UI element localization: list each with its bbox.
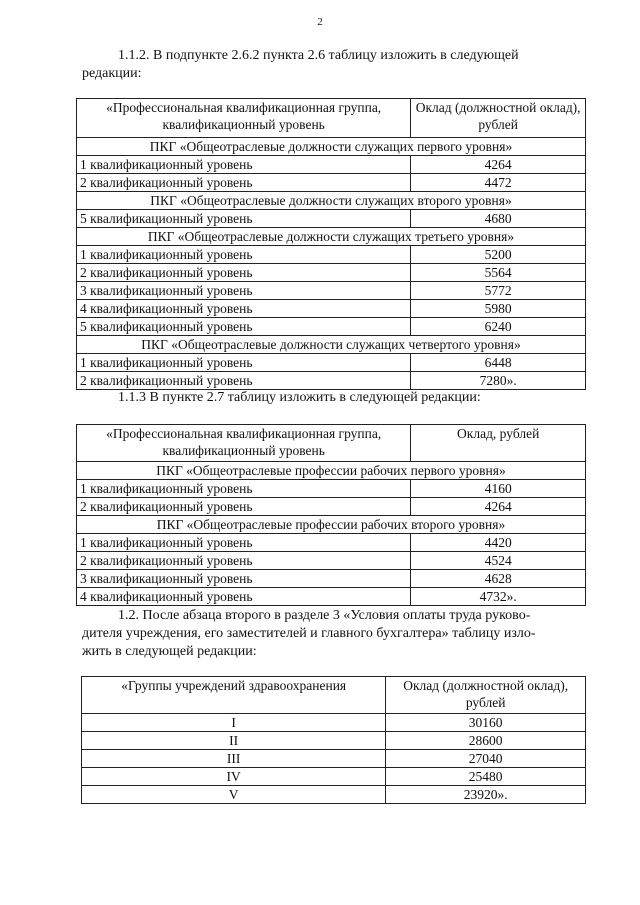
table-row bbox=[82, 714, 586, 732]
row-value: 27040 bbox=[386, 750, 586, 768]
table-header-row bbox=[82, 677, 586, 714]
row-label: IV bbox=[82, 768, 386, 786]
group-title: ПКГ «Общеотраслевые должности служащих третьего уровня» bbox=[77, 228, 586, 246]
page-number: 2 bbox=[317, 16, 323, 28]
table-row bbox=[77, 498, 586, 516]
row-label: 2 квалификационный уровень bbox=[77, 372, 411, 390]
table-row bbox=[77, 282, 586, 300]
paragraph-line: дителя учреждения, его заместителей и главного бухгалтера» таблицу изло- bbox=[82, 626, 536, 641]
group-title: ПКГ «Общеотраслевые должности служащих второго уровня» bbox=[77, 192, 586, 210]
row-value: 30160 bbox=[386, 714, 586, 732]
table-row bbox=[77, 552, 586, 570]
group-header-row bbox=[77, 228, 586, 246]
row-label: II bbox=[82, 732, 386, 750]
row-label: 3 квалификационный уровень bbox=[77, 570, 411, 588]
row-value: 5772 bbox=[411, 282, 586, 300]
table-row bbox=[77, 354, 586, 372]
group-header-row bbox=[77, 336, 586, 354]
group-header-row bbox=[77, 516, 586, 534]
table-row bbox=[77, 300, 586, 318]
paragraph-1-1-3: 1.1.3 В пункте 2.7 таблицу изложить в следующей редакции: bbox=[118, 390, 481, 405]
row-label: 4 квалификационный уровень bbox=[77, 300, 411, 318]
table-row bbox=[82, 768, 586, 786]
row-label: 2 квалификационный уровень bbox=[77, 174, 411, 192]
table-row bbox=[82, 750, 586, 768]
row-value: 4524 bbox=[411, 552, 586, 570]
header-salary: Оклад (должностной оклад), рублей bbox=[386, 677, 586, 714]
group-header-row bbox=[77, 138, 586, 156]
row-label: I bbox=[82, 714, 386, 732]
row-label: 3 квалификационный уровень bbox=[77, 282, 411, 300]
table-header-row bbox=[77, 99, 586, 138]
row-value: 4264 bbox=[411, 156, 586, 174]
row-label: III bbox=[82, 750, 386, 768]
paragraph-line: жить в следующей редакции: bbox=[82, 644, 257, 659]
paragraph-line: 1.2. После абзаца второго в разделе 3 «Условия оплаты труда руково- bbox=[118, 608, 531, 623]
group-title: ПКГ «Общеотраслевые должности служащих первого уровня» bbox=[77, 138, 586, 156]
table-row bbox=[77, 480, 586, 498]
header-institution-group: «Группы учреждений здравоохранения bbox=[82, 677, 386, 714]
header-group-level: «Профессиональная квалификационная группа, квалификационный уровень bbox=[77, 425, 411, 462]
group-header-row bbox=[77, 462, 586, 480]
table-row bbox=[77, 318, 586, 336]
row-value: 5200 bbox=[411, 246, 586, 264]
header-salary: Оклад (должностной оклад), рублей bbox=[411, 99, 586, 138]
table-row bbox=[82, 732, 586, 750]
row-value: 4732». bbox=[411, 588, 586, 606]
table-row bbox=[77, 588, 586, 606]
row-value: 23920». bbox=[386, 786, 586, 804]
row-value: 4680 bbox=[411, 210, 586, 228]
table-row bbox=[82, 786, 586, 804]
row-label: 4 квалификационный уровень bbox=[77, 588, 411, 606]
row-label: 1 квалификационный уровень bbox=[77, 534, 411, 552]
row-label: 1 квалификационный уровень bbox=[77, 246, 411, 264]
row-label: V bbox=[82, 786, 386, 804]
row-value: 6448 bbox=[411, 354, 586, 372]
salary-table-healthcare-groups bbox=[81, 676, 586, 804]
row-label: 2 квалификационный уровень bbox=[77, 264, 411, 282]
row-label: 1 квалификационный уровень bbox=[77, 354, 411, 372]
row-label: 2 квалификационный уровень bbox=[77, 552, 411, 570]
table-row bbox=[77, 246, 586, 264]
row-value: 5980 bbox=[411, 300, 586, 318]
table-header-row bbox=[77, 425, 586, 462]
row-value: 4160 bbox=[411, 480, 586, 498]
row-value: 4628 bbox=[411, 570, 586, 588]
row-value: 4420 bbox=[411, 534, 586, 552]
row-value: 5564 bbox=[411, 264, 586, 282]
row-value: 4472 bbox=[411, 174, 586, 192]
row-value: 28600 bbox=[386, 732, 586, 750]
row-label: 5 квалификационный уровень bbox=[77, 210, 411, 228]
row-label: 1 квалификационный уровень bbox=[77, 156, 411, 174]
paragraph-line: 1.1.2. В подпункте 2.6.2 пункта 2.6 таблицу изложить в следующей bbox=[118, 48, 519, 63]
table-row bbox=[77, 570, 586, 588]
row-value: 4264 bbox=[411, 498, 586, 516]
group-header-row bbox=[77, 192, 586, 210]
table-row bbox=[77, 372, 586, 390]
row-label: 1 квалификационный уровень bbox=[77, 480, 411, 498]
salary-table-employees bbox=[76, 98, 586, 390]
row-label: 2 квалификационный уровень bbox=[77, 498, 411, 516]
row-value: 7280». bbox=[411, 372, 586, 390]
table-row bbox=[77, 534, 586, 552]
row-label: 5 квалификационный уровень bbox=[77, 318, 411, 336]
table-row bbox=[77, 264, 586, 282]
paragraph-1-1-2 bbox=[82, 47, 587, 83]
group-title: ПКГ «Общеотраслевые профессии рабочих второго уровня» bbox=[77, 516, 586, 534]
header-salary: Оклад, рублей bbox=[411, 425, 586, 462]
table-row bbox=[77, 156, 586, 174]
row-value: 6240 bbox=[411, 318, 586, 336]
salary-table-workers bbox=[76, 424, 586, 606]
group-title: ПКГ «Общеотраслевые профессии рабочих первого уровня» bbox=[77, 462, 586, 480]
row-value: 25480 bbox=[386, 768, 586, 786]
paragraph-1-2 bbox=[82, 607, 587, 661]
paragraph-line: редакции: bbox=[82, 66, 142, 81]
table-row bbox=[77, 210, 586, 228]
table-row bbox=[77, 174, 586, 192]
group-title: ПКГ «Общеотраслевые должности служащих четвертого уровня» bbox=[77, 336, 586, 354]
header-group-level: «Профессиональная квалификационная группа, квалификационный уровень bbox=[77, 99, 411, 138]
